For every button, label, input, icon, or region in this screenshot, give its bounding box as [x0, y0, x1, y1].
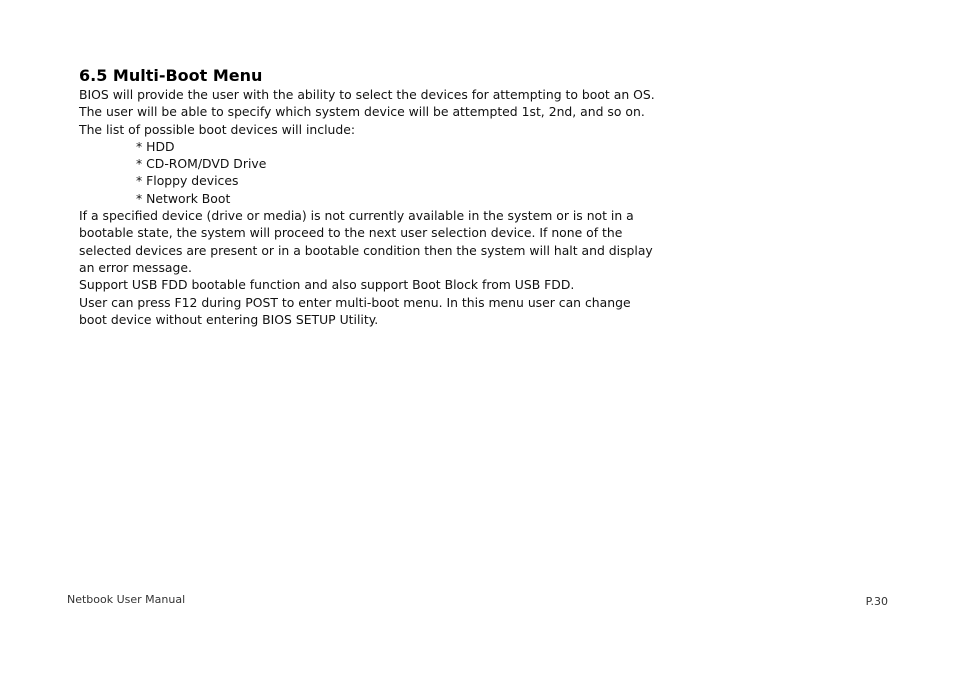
usb-support-paragraph: Support USB FDD bootable function and also support Boot Block from USB FDD. — [79, 277, 575, 293]
intro-paragraph: BIOS will provide the user with the ability to select the devices for attempting to boot an OS. The user will be able to specify which system device will be attempted 1st, 2nd, and so on. The list of possible boot devices will include: — [79, 87, 655, 137]
section-title: 6.5 Multi-Boot Menu — [79, 66, 263, 85]
page-number: P.30 — [865, 595, 888, 608]
manual-name: Netbook User Manual — [67, 593, 186, 606]
list-item: * Floppy devices — [136, 173, 239, 189]
multi-boot-section — [79, 66, 659, 328]
boot-device-list — [79, 138, 659, 207]
f12-info-paragraph: User can press F12 during POST to enter multi-boot menu. In this menu user can change boot device without entering BIOS SETUP Utility. — [79, 294, 631, 327]
list-item: * Network Boot — [136, 190, 231, 206]
list-item: * CD-ROM/DVD Drive — [136, 156, 267, 172]
fallback-paragraph: If a specified device (drive or media) is not currently available in the system or is not in a bootable state, the system will proceed to the next user selection device. If none of the selected devices are present or in a bootable condition then the system will halt and display an error message. — [79, 208, 653, 275]
list-item: * HDD — [136, 138, 175, 154]
